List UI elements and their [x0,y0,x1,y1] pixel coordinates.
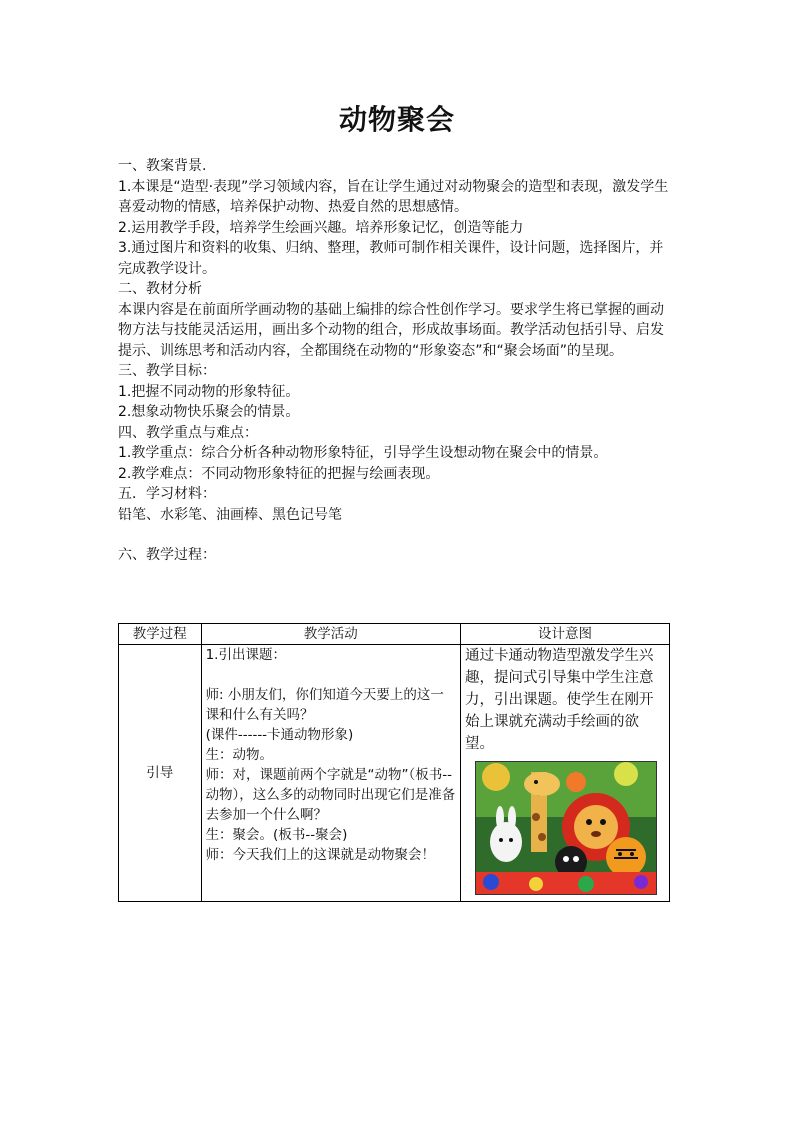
paragraph: 1.教学重点：综合分析各种动物形象特征，引导学生设想动物在聚会中的情景。 [118,445,608,461]
cartoon-animals-illustration [475,761,657,895]
paragraph: 本课内容是在前面所学画动物的基础上编排的综合性创作学习。要求学生将已掌握的画动物方法与技能灵活运用，画出多个动物的组合，形成故事场面。教学活动包括引导、启发提示、训练思考和活动内容，全都围绕在动物的“形象姿态”和“聚会场面”的呈现。 [118,301,664,359]
intent-cell [461,645,670,902]
section-heading-goals: 三、教学目标： [118,363,216,379]
paragraph: 1.本课是“造型·表现”学习领域内容，旨在让学生通过对动物聚会的造型和表现，激发学生喜爱动物的情感，培养保护动物、热爱自然的思想感情。 [118,178,669,215]
spacer [206,665,456,685]
paragraph: 铅笔、水彩笔、油画棒、黑色记号笔 [118,506,342,523]
spacer [118,525,674,545]
paragraph: 2.想象动物快乐聚会的情景。 [118,404,300,420]
section-heading-background: 一、教案背景. [118,158,207,174]
section-heading-analysis: 二、教材分析 [118,281,202,297]
activity-line: 1.引出课题： [205,647,286,663]
teaching-process-table [118,623,670,902]
section-heading-process: 六、教学过程： [118,547,216,563]
activity-line: (课件------卡通动物形象) [205,727,354,743]
table-row [119,645,670,902]
stage-cell: 引导 [119,645,202,902]
activity-line: 生：聚会。(板书--聚会) [205,827,348,843]
paragraph: 3.通过图片和资料的收集、归纳、整理，教师可制作相关课件，设计问题，选择图片，并完成教学设计。 [118,240,664,277]
table-header: 教学过程 [119,624,202,645]
intent-text: 通过卡通动物造型激发学生兴趣，提问式引导集中学生注意力，引出课题。使学生在刚开始上课就充满动手绘画的欲望。 [465,648,654,752]
document-body [118,156,674,566]
table-header: 教学活动 [201,624,460,645]
section-heading-materials: 五．学习材料： [118,486,216,502]
activity-line: 师：今天我们上的这课就是动物聚会！ [205,847,436,863]
section-heading-keypoints: 四、教学重点与难点： [118,424,258,441]
paragraph: 2.运用教学手段，培养学生绘画兴趣。培养形象记忆，创造等能力 [118,219,524,236]
table-header: 设计意图 [461,624,670,645]
activity-line: 师：对，课题前两个字就是“动物”（板书--动物），这么多的动物同时出现它们是准备去参加一个什么啊？ [205,767,456,823]
paragraph: 2.教学难点：不同动物形象特征的把握与绘画表现。 [118,465,440,482]
activity-cell [201,645,460,902]
table-header-row [119,624,670,645]
page-title: 动物聚会 [338,103,455,136]
activity-line: 师: 小朋友们，你们知道今天要上的这一课和什么有关吗？ [205,687,444,723]
animal-party-drawing [476,762,656,894]
activity-line: 生：动物。 [205,747,274,763]
paragraph: 1.把握不同动物的形象特征。 [118,383,300,400]
